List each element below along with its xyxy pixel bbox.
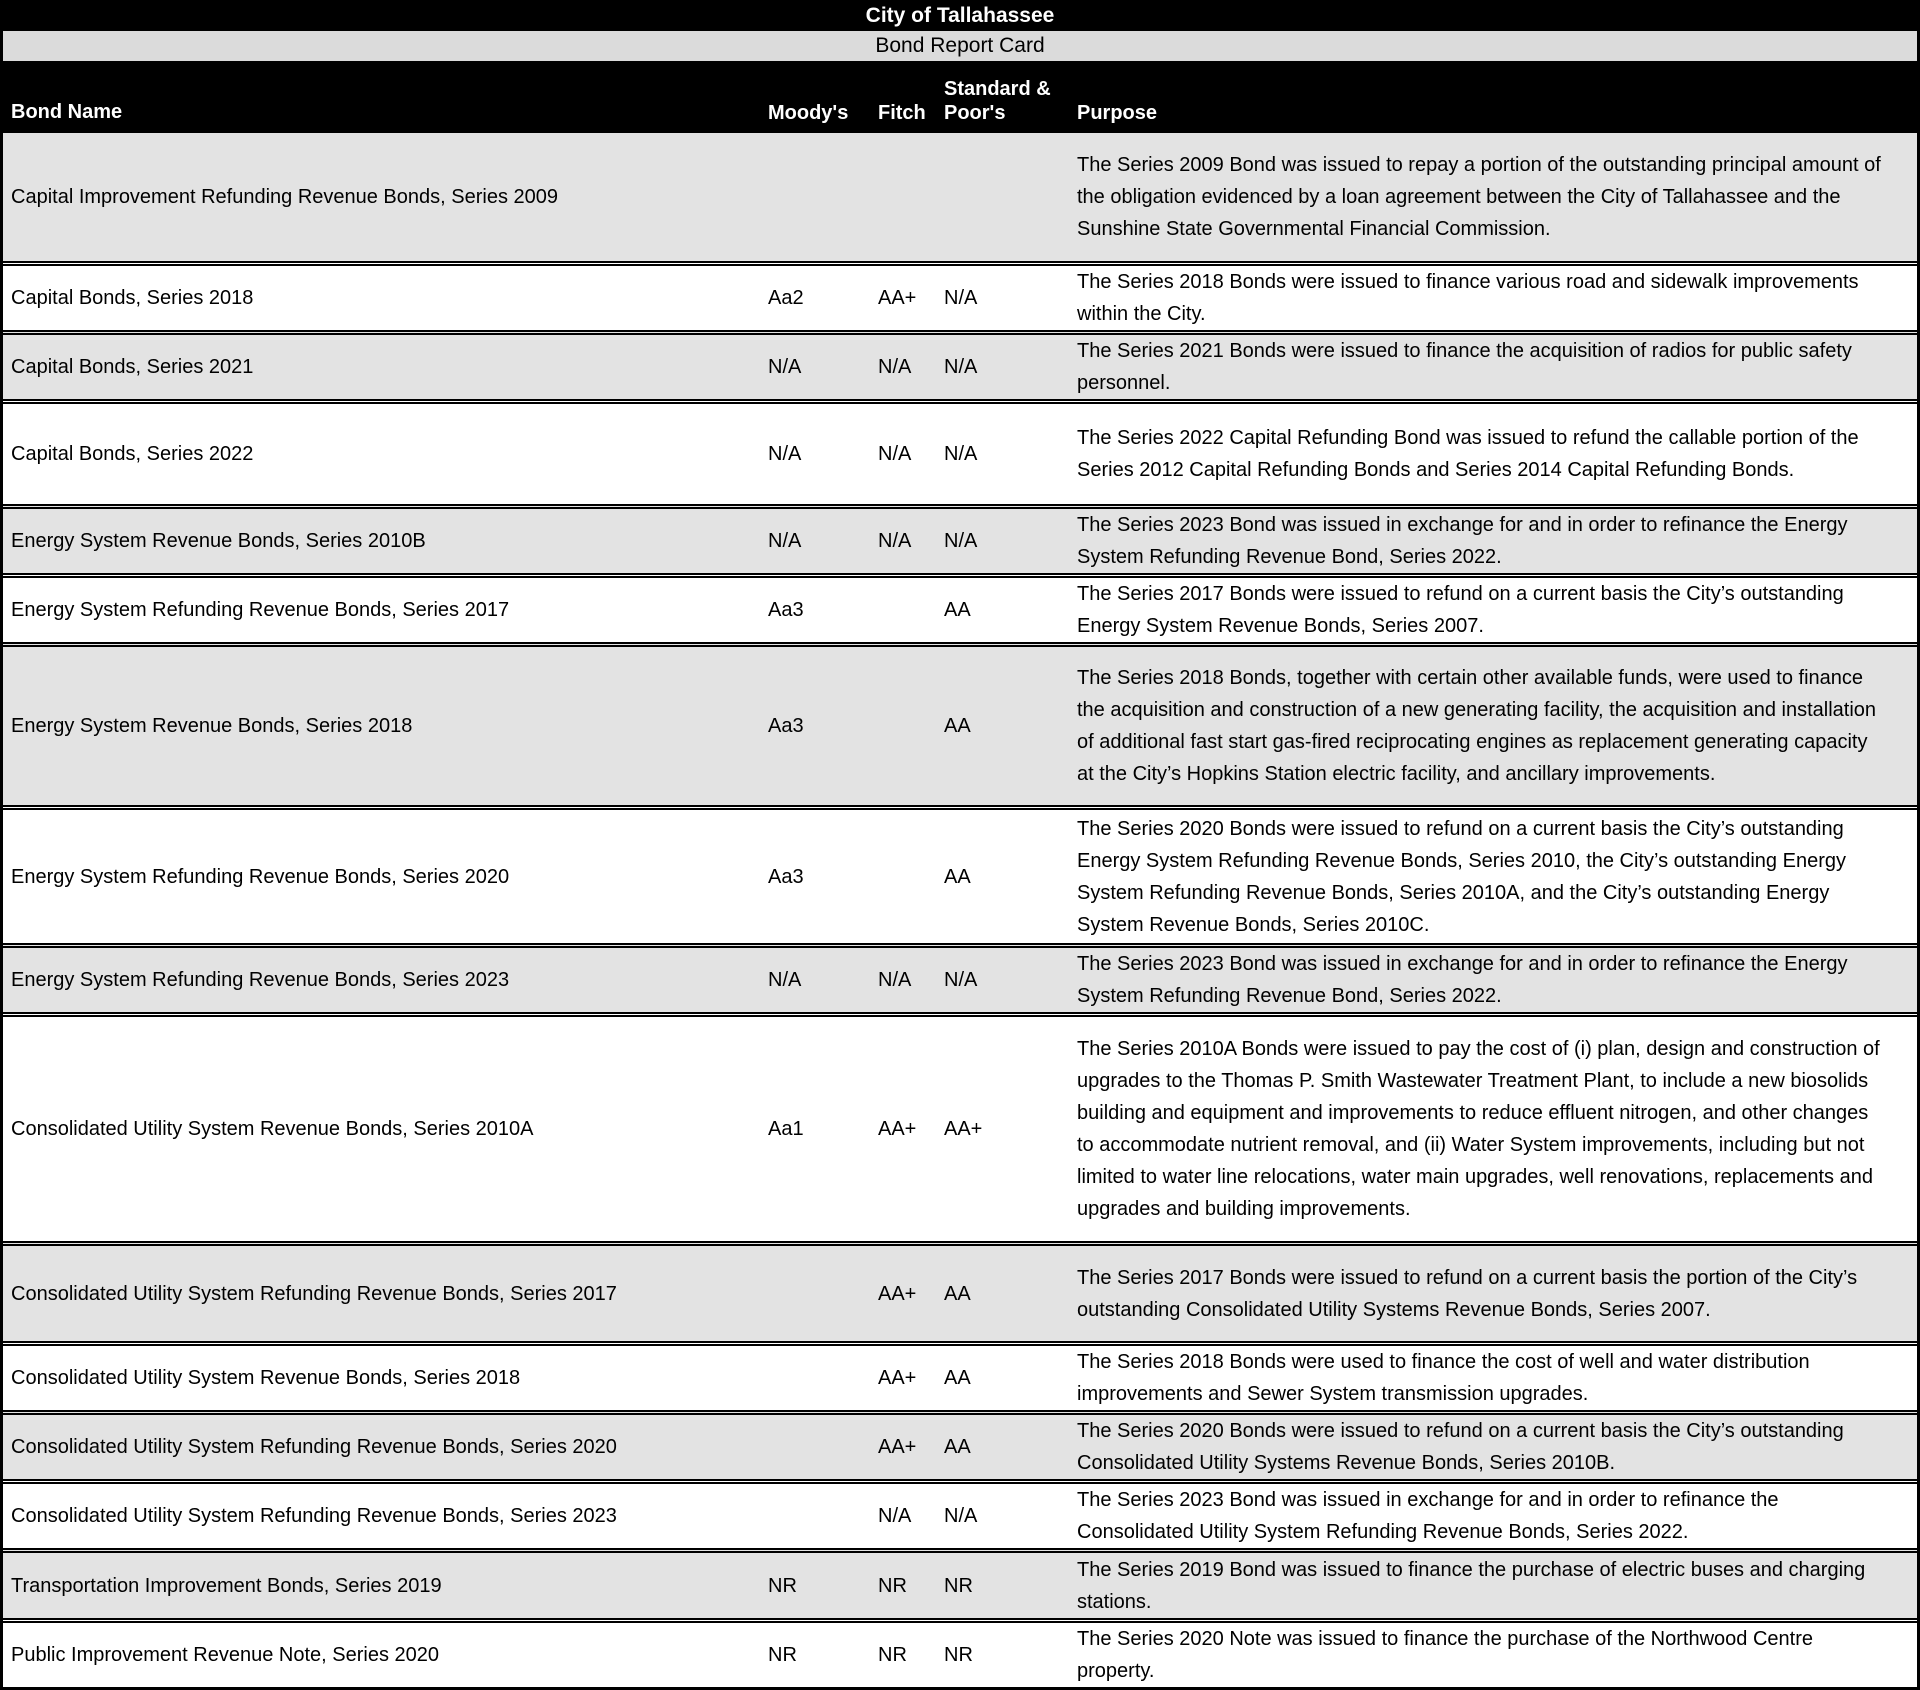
bond-name-cell: Consolidated Utility System Revenue Bonds, Series 2010A bbox=[11, 1118, 534, 1140]
sp-rating-cell: N/A bbox=[944, 530, 978, 552]
table-row bbox=[3, 1012, 1917, 1241]
table-row bbox=[3, 330, 1917, 399]
column-header-purpose: Purpose bbox=[1077, 102, 1158, 124]
sp-rating-cell: AA bbox=[944, 1367, 971, 1389]
sp-rating-cell: NR bbox=[944, 1574, 973, 1597]
table-row bbox=[3, 261, 1917, 330]
moodys-rating-cell: NR bbox=[768, 1574, 797, 1597]
fitch-rating-cell: N/A bbox=[878, 1505, 912, 1527]
purpose-cell: The Series 2019 Bond was issued to finance the purchase of electric buses and charging stations. bbox=[1077, 1558, 1866, 1613]
fitch-rating-cell: AA+ bbox=[878, 1367, 917, 1389]
standard-poors-line1: Standard & bbox=[944, 78, 1051, 100]
report-title: City of Tallahassee bbox=[865, 3, 1055, 27]
purpose-cell: The Series 2022 Capital Refunding Bond was issued to refund the callable portion of the Series 2012 Capital Refunding Bonds and Series 2014 Capital Refunding Bonds. bbox=[1077, 427, 1859, 481]
bond-name-cell: Capital Bonds, Series 2018 bbox=[11, 287, 254, 309]
moodys-rating-cell: Aa3 bbox=[768, 865, 804, 888]
moodys-rating-cell: N/A bbox=[768, 969, 802, 991]
report-subtitle-bar bbox=[3, 31, 1917, 61]
fitch-rating-cell: N/A bbox=[878, 530, 912, 552]
purpose-cell: The Series 2010A Bonds were issued to pay the cost of (i) plan, design and construction of upgrades to the Thomas P. Smith Wastewater Treatment Plant, to include a new biosolids building and equipment and improvements to reduce effluent nitrogen, and other changes to accommodate nutrient removal, and (ii) Water System improvements, including but not limited to water line relocations, water main upgrades, well renovations, replacements and upgrades and building improvements. bbox=[1077, 1038, 1880, 1220]
sp-rating-cell: AA bbox=[944, 1282, 971, 1305]
purpose-cell: The Series 2023 Bond was issued in exchange for and in order to refinance the Consolidated Utility System Refunding Revenue Bonds, Series 2022. bbox=[1077, 1489, 1779, 1543]
sp-rating-cell: N/A bbox=[944, 356, 978, 378]
bond-name-cell: Consolidated Utility System Refunding Revenue Bonds, Series 2023 bbox=[11, 1505, 617, 1527]
bond-name-cell: Public Improvement Revenue Note, Series 2020 bbox=[11, 1644, 440, 1666]
moodys-rating-cell: N/A bbox=[768, 530, 802, 552]
fitch-rating-cell: N/A bbox=[878, 969, 912, 991]
table-row bbox=[3, 1618, 1917, 1687]
moodys-rating-cell: Aa3 bbox=[768, 599, 804, 621]
purpose-cell: The Series 2018 Bonds were used to finance the cost of well and water distribution improvements and Sewer System transmission upgrades. bbox=[1077, 1351, 1810, 1405]
fitch-rating-cell: AA+ bbox=[878, 1282, 917, 1305]
bond-name-cell: Consolidated Utility System Refunding Revenue Bonds, Series 2020 bbox=[11, 1436, 617, 1458]
bond-name-cell: Energy System Revenue Bonds, Series 2018 bbox=[11, 715, 413, 737]
bond-name-cell: Energy System Refunding Revenue Bonds, Series 2023 bbox=[11, 969, 510, 991]
moodys-rating-cell: N/A bbox=[768, 356, 802, 378]
bond-name-cell: Consolidated Utility System Revenue Bonds, Series 2018 bbox=[11, 1367, 521, 1389]
fitch-rating-cell: NR bbox=[878, 1644, 907, 1666]
purpose-cell: The Series 2017 Bonds were issued to refund on a current basis the portion of the City’s outstanding Consolidated Utility Systems Revenue Bonds, Series 2007. bbox=[1077, 1266, 1858, 1321]
sp-rating-cell: AA bbox=[944, 1436, 971, 1458]
column-header-bond-name: Bond Name bbox=[11, 101, 123, 123]
purpose-cell: The Series 2020 Note was issued to finance the purchase of the Northwood Centre property. bbox=[1077, 1628, 1813, 1682]
table-row bbox=[3, 1479, 1917, 1548]
fitch-rating-cell: N/A bbox=[878, 443, 912, 465]
table-row bbox=[3, 1341, 1917, 1410]
sp-rating-cell: AA bbox=[944, 865, 971, 888]
moodys-rating-cell: Aa2 bbox=[768, 287, 804, 309]
report-title-bar bbox=[3, 0, 1917, 31]
moodys-rating-cell: NR bbox=[768, 1644, 797, 1666]
purpose-cell: The Series 2018 Bonds were issued to finance various road and sidewalk improvements within the City. bbox=[1077, 271, 1859, 325]
bond-name-cell: Energy System Revenue Bonds, Series 2010B bbox=[11, 530, 426, 552]
fitch-rating-cell: N/A bbox=[878, 356, 912, 378]
fitch-rating-cell: AA+ bbox=[878, 1436, 917, 1458]
table-row bbox=[3, 133, 1917, 261]
table-row bbox=[3, 504, 1917, 573]
purpose-cell: The Series 2017 Bonds were issued to refund on a current basis the City’s outstanding Energy System Revenue Bonds, Series 2007. bbox=[1077, 583, 1844, 637]
bond-name-cell: Energy System Refunding Revenue Bonds, Series 2020 bbox=[11, 865, 510, 888]
purpose-cell: The Series 2020 Bonds were issued to refund on a current basis the City’s outstanding Consolidated Utility Systems Revenue Bonds, Series 2010B. bbox=[1077, 1420, 1844, 1474]
moodys-rating-cell: Aa1 bbox=[768, 1118, 804, 1140]
standard-poors-line2: Poor's bbox=[944, 102, 1006, 124]
sp-rating-cell: AA+ bbox=[944, 1118, 983, 1140]
table-row bbox=[3, 1410, 1917, 1479]
bond-name-cell: Energy System Refunding Revenue Bonds, Series 2017 bbox=[11, 599, 510, 621]
sp-rating-cell: N/A bbox=[944, 969, 978, 991]
table-row bbox=[3, 805, 1917, 943]
table-row bbox=[3, 943, 1917, 1012]
bond-name-cell: Capital Bonds, Series 2022 bbox=[11, 443, 254, 465]
sp-rating-cell: N/A bbox=[944, 287, 978, 309]
fitch-rating-cell: AA+ bbox=[878, 287, 917, 309]
table-row bbox=[3, 399, 1917, 504]
column-header-standard-poors bbox=[944, 77, 1077, 133]
fitch-rating-cell: AA+ bbox=[878, 1118, 917, 1140]
table-header-row bbox=[3, 61, 1917, 133]
bond-name-cell: Capital Bonds, Series 2021 bbox=[11, 356, 254, 378]
purpose-cell: The Series 2023 Bond was issued in exchange for and in order to refinance the Energy System Refunding Revenue Bond, Series 2022. bbox=[1077, 514, 1848, 568]
table-row bbox=[3, 1548, 1917, 1618]
bond-name-cell: Capital Improvement Refunding Revenue Bonds, Series 2009 bbox=[11, 186, 558, 208]
table-row bbox=[3, 1241, 1917, 1341]
table-row bbox=[3, 573, 1917, 642]
sp-rating-cell: AA bbox=[944, 599, 971, 621]
moodys-rating-cell: Aa3 bbox=[768, 715, 804, 737]
moodys-rating-cell: N/A bbox=[768, 443, 802, 465]
sp-rating-cell: NR bbox=[944, 1644, 973, 1666]
column-header-fitch: Fitch bbox=[878, 102, 926, 124]
sp-rating-cell: AA bbox=[944, 715, 971, 737]
purpose-cell: The Series 2021 Bonds were issued to finance the acquisition of radios for public safety personnel. bbox=[1077, 340, 1852, 394]
purpose-cell: The Series 2018 Bonds, together with certain other available funds, were used to finance the acquisition and construction of a new generating facility, the acquisition and installation of additional fast start gas-fired reciprocating engines as replacement generating capacity at the City’s Hopkins Station electric facility, and ancillary improvements. bbox=[1077, 667, 1877, 785]
table-row bbox=[3, 642, 1917, 805]
sp-rating-cell: N/A bbox=[944, 443, 978, 465]
fitch-rating-cell: NR bbox=[878, 1574, 907, 1597]
bond-name-cell: Consolidated Utility System Refunding Revenue Bonds, Series 2017 bbox=[11, 1282, 617, 1305]
purpose-cell: The Series 2009 Bond was issued to repay a portion of the outstanding principal amount of the obligation evidenced by a loan agreement between the City of Tallahassee and the Sunshine State Governmental Financial Commission. bbox=[1077, 154, 1881, 240]
table-body bbox=[3, 133, 1917, 1687]
column-header-moodys: Moody's bbox=[768, 102, 849, 124]
purpose-cell: The Series 2020 Bonds were issued to refund on a current basis the City’s outstanding Energy System Refunding Revenue Bonds, Series 2010, the City’s outstanding Energy System Refunding Revenue Bonds, Series 2010A, and the City’s outstanding Energy System Revenue Bonds, Series 2010C. bbox=[1077, 817, 1846, 936]
bond-name-cell: Transportation Improvement Bonds, Series 2019 bbox=[11, 1574, 442, 1597]
purpose-cell: The Series 2023 Bond was issued in exchange for and in order to refinance the Energy System Refunding Revenue Bond, Series 2022. bbox=[1077, 953, 1848, 1007]
report-subtitle: Bond Report Card bbox=[875, 34, 1045, 57]
sp-rating-cell: N/A bbox=[944, 1505, 978, 1527]
